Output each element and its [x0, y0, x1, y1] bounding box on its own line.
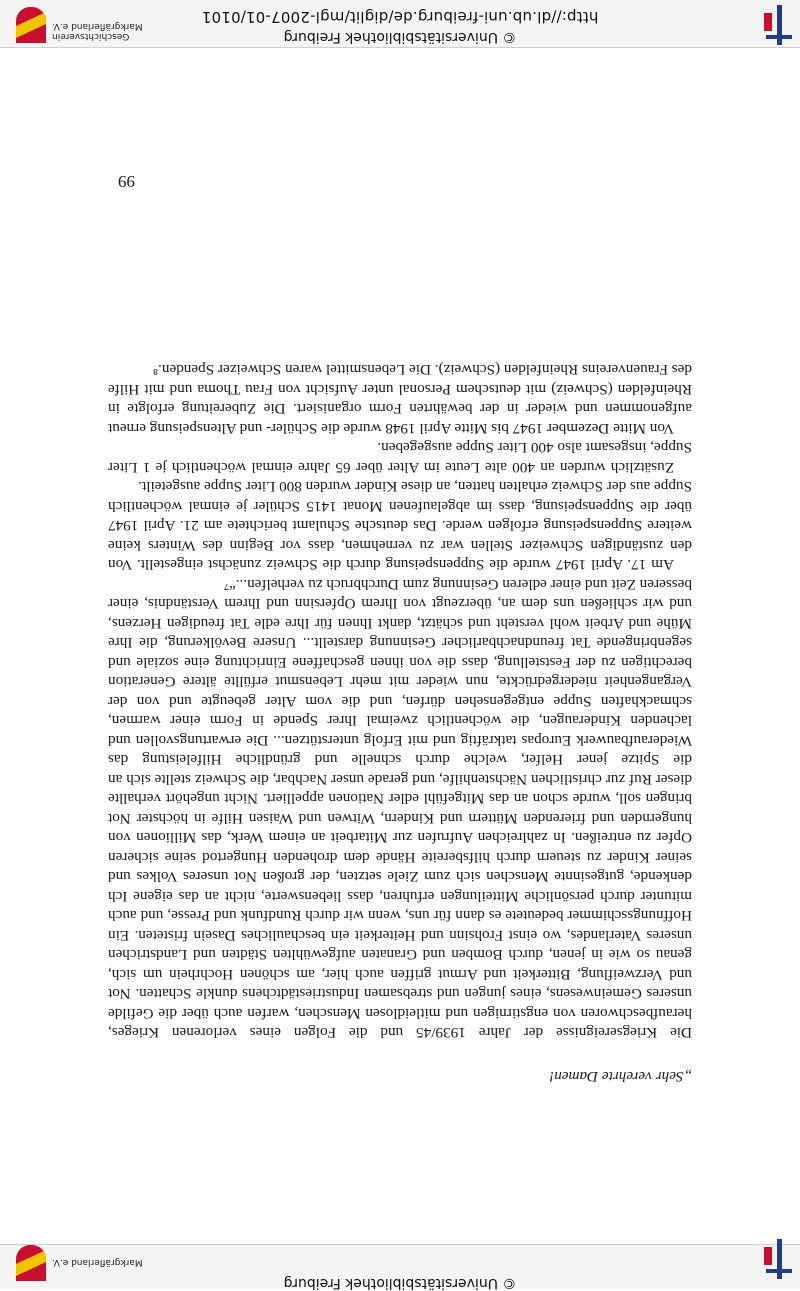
- coat-of-arms-icon: [16, 7, 46, 43]
- page-number: 99: [118, 172, 135, 191]
- paragraph: Von Mitte Dezember 1947 bis Mitte April 1948 wurde die Schüler- und Altenspeisung erneut aufgenommen und wieder in der bewährten Form organisiert. Die Zubereitung erfolgte in Rheinfelden (Schweiz) mit deutschem Personal unter Aufsicht von Frau Thoma und mit Hilfe des Frauenvereins Rheinfelden (Schweiz). Die Lebensmittel waren Schweizer Spenden.⁸: [108, 361, 692, 437]
- document-url-link[interactable]: http://dl.ub.uni-freiburg.de/diglit/mgl-2007-01/0101: [201, 8, 599, 26]
- paragraph: Am 17. April 1947 wurde die Suppenspeisung durch die Schweiz zunächst eingestellt. Von den zuständigen Schweizer Stellen war zu vernehmen, dass vor Beginn des Winters keine weitere Suppenspeisung erfolgen werde. Das deutsche Schulamt berichtete am 21. April 1947 über die Suppenspeisung, dass im abgelaufenen Monat 1415 Schüler je einmal wöchentlich Suppe aus der Schweiz erhalten hatten, an diese Kinder wurden 800 Liter Suppe ausgeteilt.: [108, 478, 692, 574]
- coat-of-arms-icon: [16, 1245, 46, 1281]
- document-body: [108, 360, 692, 1086]
- header-copyright: © Universitätsbibliothek Freiburg: [283, 1275, 517, 1291]
- paragraph: Zusätzlich wurden an 400 alte Leute im Alter über 65 Jahre einmal wöchentlich je 1 Liter Suppe, insgesamt also 400 Liter Suppe ausgegeben.: [108, 439, 692, 476]
- header-society: Markgräflerland e.V.: [52, 1257, 143, 1267]
- paragraph: Die Kriegsereignisse der Jahre 1939/45 und die Folgen eines verlorenen Krieges, heraufbeschworen von engstirnigen und mitleidlosen Menschen, warfen auch über die Gefilde unseres Gemeinwesens, eines jungen und strebsamen Industriestädtchens dunkle Schatten. Not und Verzweiflung, Bitterkeit und Armut griffen auch hier, am schönen Hochrhein um sich, genau so wie in jenen, durch Bomben und Granaten aufgewühlten Städten und Landstrichen unseres Vaterlandes, wo einst Frohsinn und Heiterkeit ein beschauliches Dasein fristeten. Ein Hoffnungsschimmer bedeutete es dann für uns, wenn wir durch Rundfunk und Presse, und auch mitunter durch persönliche Mitteilungen erfuhren, dass liebenswerte, nicht an das eigene Ich denkende, gutgesinnte Menschen sich zum Ziele setzten, der großen Not unseres Volkes und seiner Kinder zu steuern durch hilfsbereite Hände dem drohenden Hungertod seine sicheren Opfer zu entreißen. In zahlreichen Aufrufen zur Mitarbeit an einem Werk, das Millionen von hungernden und frierenden Müttern und Kindern, Witwen und Waisen Hilfe in höchster Not bringen soll, wurde schon an das Mitgefühl edler Nationen appelliert. Nicht ungehört verhallte dieser Ruf zur christlichen Nächstenhilfe, und gerade unser Nachbar, die Schweiz stellte sich an die Spitze jener Helfer, welche durch schnelle und gründliche Hilfeleistung das Wiederaufbauwerk Europas tatkräftig und mit Erfolg unterstützen... Die erwartungsvollen und lachenden Kinderaugen, die wöchentlich zweimal Ihrer Spende in Form einer warmen, schmackhaften Suppe entgegensehen dürfen, und die vom Alter gebeugte und von der Vergangenheit niedergedrückte, nun wieder mit mehr Lebensmut erfüllte ältere Generation berechtigen zu der Feststellung, dass die von ihnen geschaffene Einrichtung eine soziale und segenbringende Tat freundnachbarlicher Gesinnung darstellt... Unsere Bevölkerung, die Ihre Mühe und Arbeit wohl versteht und schätzt, dankt Ihnen für Ihre edle Tat freudigen Herzens, und wir schließen uns dem an, überzeugt von Ihrem Opfersinn und Ihrem Verständnis, einer besseren Zeit und einer edleren Gesinnung zum Durchbruch zu verhelfen...“⁷: [108, 576, 692, 1042]
- library-logo-icon: [760, 5, 796, 45]
- society-name: Geschichtsverein Markgräflerland e.V.: [52, 21, 143, 41]
- footer-copyright: © Universitätsbibliothek Freiburg: [283, 29, 517, 45]
- library-logo-icon: [760, 1239, 796, 1279]
- letter-greeting: „Sehr verehrte Damen!: [549, 1068, 692, 1085]
